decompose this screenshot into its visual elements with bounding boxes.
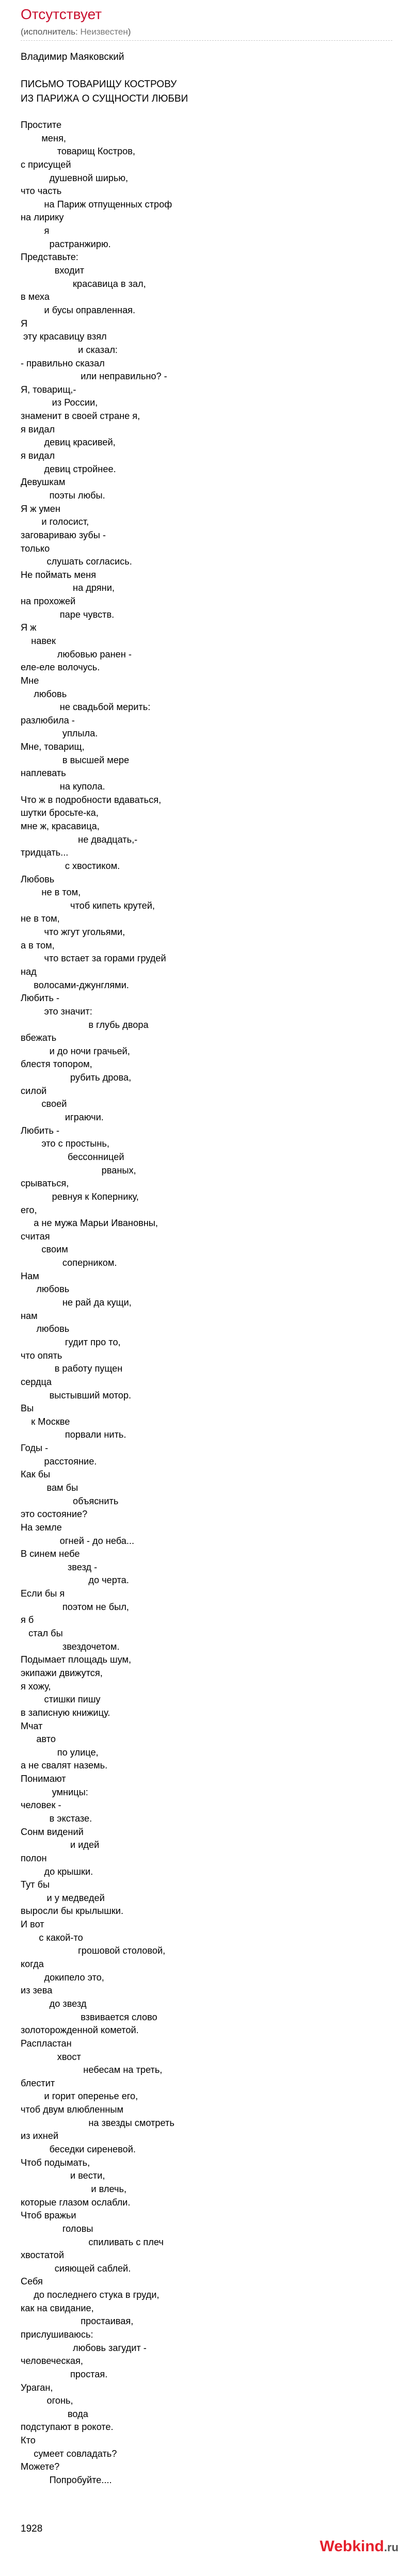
poem-line: девиц стройнее.: [21, 463, 116, 474]
poem-line: не свадьбой мерить:: [21, 702, 151, 713]
poem-line: соперником.: [21, 1258, 117, 1268]
poem-line: гудит про то,: [21, 1337, 121, 1347]
poem-line: и у медведей: [21, 1892, 105, 1903]
poem-line: небесам на треть,: [21, 2065, 163, 2075]
poem-line: экипажи движутся,: [21, 1667, 103, 1678]
poem-line: это состояние?: [21, 1509, 88, 1520]
poem-line: до последнего стука в груди,: [21, 2290, 160, 2300]
poem-line: Тут бы: [21, 1879, 50, 1890]
poem-line: Я ж умен: [21, 503, 60, 514]
poem-line: Девушкам: [21, 477, 66, 488]
poem-line: и голосист,: [21, 517, 89, 527]
poem-line: хвостатой: [21, 2250, 65, 2261]
poem-line: по улице,: [21, 1747, 99, 1758]
poem-line: девиц красивей,: [21, 437, 116, 448]
poem-line: что опять: [21, 1350, 62, 1361]
author-name: Владимир Маяковский: [21, 52, 124, 62]
poem-line: Я: [21, 318, 28, 329]
poem-line: в меха: [21, 292, 50, 302]
poem-line: не в том,: [21, 913, 60, 924]
poem-line: душевной ширью,: [21, 172, 129, 183]
poem-line: Годы -: [21, 1443, 49, 1454]
poem-line: не двадцать,-: [21, 834, 138, 845]
poem-line: блестит: [21, 2078, 55, 2088]
poem-line: что жгут угольями,: [21, 927, 125, 938]
poem-line: навек: [21, 635, 56, 646]
poem-line: а в том,: [21, 940, 55, 951]
poem-line: простая.: [21, 2369, 108, 2379]
poem-line: я видал: [21, 424, 55, 434]
poem-line: Как бы: [21, 1469, 51, 1480]
poem-line: Мне, товарищ,: [21, 742, 85, 752]
poem-line: спиливать с плеч: [21, 2236, 164, 2247]
poem-line: чтоб кипеть крутей,: [21, 900, 155, 911]
poem-line: играючи.: [21, 1112, 104, 1123]
poem-line: это значит:: [21, 1006, 92, 1017]
poem-line: порвали нить.: [21, 1429, 126, 1440]
poem-line: полон: [21, 1853, 47, 1863]
poem-line: человек -: [21, 1800, 61, 1811]
poem-line: с присущей: [21, 159, 71, 170]
poem-line: простаивая,: [21, 2316, 134, 2327]
poem-line: тридцать...: [21, 847, 69, 858]
poem-line: и горит оперенье его,: [21, 2091, 138, 2102]
poem-line: Нам: [21, 1270, 39, 1281]
poem-line: силой: [21, 1085, 47, 1096]
poem-line: Понимают: [21, 1774, 66, 1784]
poem-line: Я, товарищ,-: [21, 384, 76, 395]
poem-line: золоторожденной кометой.: [21, 2025, 139, 2036]
poem-line: разлюбила -: [21, 715, 75, 726]
poem-line: в экстазе.: [21, 1813, 92, 1824]
poem-line: до крышки.: [21, 1866, 93, 1877]
poem-line: не в том,: [21, 887, 81, 898]
poem-line: из зева: [21, 1985, 53, 1996]
poem-line: выросли бы крылышки.: [21, 1906, 124, 1917]
poem-line: Простите: [21, 120, 62, 130]
poem-line: беседки сиреневой.: [21, 2144, 136, 2155]
poem-year: 1928: [21, 2523, 43, 2534]
poem-line: - правильно сказал: [21, 358, 105, 368]
performer-link[interactable]: Неизвестен: [80, 27, 128, 37]
poem-line: своей: [21, 1099, 67, 1109]
poem-line: Представьте:: [21, 252, 78, 263]
header-divider: [21, 40, 392, 41]
poem-line: уплыла.: [21, 728, 98, 739]
poem-line: наплевать: [21, 768, 66, 779]
poem-line: Чтоб подымать,: [21, 2157, 90, 2168]
poem-line: звезд -: [21, 1561, 98, 1572]
poem-line: подступают в рокоте.: [21, 2422, 114, 2433]
poem-line: И вот: [21, 1919, 44, 1930]
poem-line: слушать согласись.: [21, 556, 132, 567]
poem-line: на звезды смотреть: [21, 2117, 174, 2128]
poem-line: эту красавицу взял: [21, 331, 107, 342]
performer-line: [21, 27, 131, 37]
poem-line: сияющей саблей.: [21, 2263, 131, 2274]
poem-line: Попробуйте....: [21, 2475, 112, 2486]
poem-line: а не свалят наземь.: [21, 1760, 108, 1771]
poem-line: и влечь,: [21, 2183, 127, 2194]
poem-line: в высшей мере: [21, 754, 130, 765]
poem-line: входит: [21, 265, 85, 276]
poem-line: я: [21, 226, 50, 236]
poem-line: поэтом не был,: [21, 1601, 129, 1612]
poem-line: заговариваю зубы -: [21, 529, 106, 540]
poem-line: что часть: [21, 186, 62, 197]
poem-line: и бусы оправленная.: [21, 304, 136, 315]
poem-line: Вы: [21, 1403, 34, 1414]
poem-line: Мне: [21, 675, 39, 686]
poem-line: вам бы: [21, 1482, 78, 1493]
poem-line: Не поймать меня: [21, 569, 97, 580]
poem-line: в работу пущен: [21, 1363, 123, 1374]
song-title: Отсутствует: [21, 6, 102, 22]
poem-line: ревнуя к Копернику,: [21, 1191, 139, 1202]
poem-line: Сонм видений: [21, 1826, 84, 1837]
poem-line: Чтоб вражьи: [21, 2210, 76, 2221]
poem-line: грошовой столовой,: [21, 1945, 166, 1956]
poem-line: своим: [21, 1244, 68, 1255]
poem-line: Если бы я: [21, 1588, 65, 1599]
poem-line: красавица в зал,: [21, 278, 146, 289]
poem-line: Можете?: [21, 2461, 60, 2472]
poem-title-line: ПИСЬМО ТОВАРИЩУ КОСТРОВУ: [21, 79, 177, 90]
poem-line: любовью ранен -: [21, 649, 132, 659]
poem-line: сердца: [21, 1376, 52, 1387]
poem-line: хвост: [21, 2051, 81, 2062]
poem-line: нам: [21, 1310, 38, 1321]
poem-line: с хвостиком.: [21, 860, 120, 871]
poem-line: паре чувств.: [21, 609, 115, 620]
poem-line: Любовь: [21, 874, 55, 884]
poem-line: которые глазом ослабли.: [21, 2197, 131, 2208]
poem-line: и идей: [21, 1840, 100, 1850]
poem-line: умницы:: [21, 1786, 88, 1797]
poem-line: огней - до неба...: [21, 1535, 135, 1546]
poem-line: еле-еле волочусь.: [21, 662, 100, 673]
poem-line: человеческая,: [21, 2356, 83, 2366]
poem-line: меня,: [21, 133, 66, 143]
poem-line: в записную книжицу.: [21, 1707, 110, 1718]
poem-line: товарищ Костров,: [21, 146, 135, 157]
poem-line: его,: [21, 1204, 37, 1215]
poem-line: до звезд: [21, 1998, 87, 2009]
poem-line: волосами-джунглями.: [21, 979, 129, 990]
poem-line: и вести,: [21, 2170, 105, 2181]
webkind-logo[interactable]: [320, 2538, 399, 2555]
poem-line: срываться,: [21, 1178, 69, 1189]
poem-line: на прохожей: [21, 596, 76, 607]
poem-line: с какой-то: [21, 1932, 83, 1943]
poem-line: в глубь двора: [21, 1019, 149, 1030]
performer-prefix: (исполнитель:: [21, 27, 81, 37]
poem-line: стал бы: [21, 1628, 63, 1639]
poem-line: и сказал:: [21, 344, 118, 355]
poem-line: В синем небе: [21, 1549, 80, 1559]
poem-line: что встает за горами грудей: [21, 953, 166, 964]
poem-line: не рай да кущи,: [21, 1297, 132, 1308]
poem-line: и до ночи грачьей,: [21, 1045, 130, 1056]
poem-line: я хожу,: [21, 1681, 51, 1692]
poem-line: вода: [21, 2408, 88, 2419]
poem-line: Себя: [21, 2276, 43, 2287]
poem-line: Распластан: [21, 2038, 72, 2049]
poem-line: звездочетом.: [21, 1641, 120, 1652]
poem-line: я видал: [21, 450, 55, 461]
poem-line: головы: [21, 2223, 93, 2234]
poem-line: сумеет совладать?: [21, 2448, 117, 2459]
poem-line: к Москве: [21, 1416, 70, 1427]
poem-line: на дряни,: [21, 583, 115, 593]
poem-line: бессонницей: [21, 1151, 124, 1162]
performer-suffix: ): [128, 27, 131, 37]
poem-line: докипело это,: [21, 1972, 104, 1983]
poem-line: Мчат: [21, 1720, 43, 1731]
poem-line: расстояние.: [21, 1456, 97, 1467]
poem-line: стишки пишу: [21, 1694, 101, 1705]
poem-line: а не мужа Марьи Ивановны,: [21, 1218, 158, 1229]
poem-line: рубить дрова,: [21, 1072, 132, 1083]
poem-line: На земле: [21, 1522, 62, 1533]
poem-line: вбежать: [21, 1033, 57, 1043]
poem-line: или неправильно? -: [21, 371, 167, 382]
poem-line: когда: [21, 1959, 44, 1970]
poem-line: выстывший мотор.: [21, 1390, 132, 1400]
poem-line: из ихней: [21, 2131, 59, 2142]
poem-line: объяснить: [21, 1495, 119, 1506]
poem-body: [21, 119, 392, 2487]
poem-line: мне ж, красавица,: [21, 820, 100, 831]
logo-main: Webkind: [320, 2538, 384, 2555]
poem-title: [21, 77, 188, 106]
poem-line: Подымает площадь шум,: [21, 1654, 132, 1665]
poem-line: прислушиваюсь:: [21, 2329, 93, 2340]
poem-line: любовь: [21, 1324, 70, 1334]
poem-line: знаменит в своей стране я,: [21, 411, 140, 422]
poem-line: чтоб двум влюбленным: [21, 2104, 123, 2115]
poem-line: я б: [21, 1615, 34, 1625]
poem-line: Кто: [21, 2435, 36, 2446]
poem-line: Любить -: [21, 993, 60, 1004]
poem-line: из России,: [21, 397, 98, 408]
poem-line: Любить -: [21, 1125, 60, 1136]
poem-line: любовь загудит -: [21, 2342, 147, 2353]
poem-line: только: [21, 543, 50, 554]
poem-line: поэты любы.: [21, 490, 105, 501]
poem-line: над: [21, 967, 37, 977]
poem-line: как на свидание,: [21, 2303, 94, 2313]
logo-tld: .ru: [384, 2541, 399, 2554]
poem-line: на купола.: [21, 781, 105, 792]
poem-line: Ураган,: [21, 2382, 53, 2393]
poem-line: огонь,: [21, 2395, 73, 2406]
poem-line: блестя топором,: [21, 1059, 92, 1070]
poem-line: это с простынь,: [21, 1138, 109, 1149]
poem-line: растранжирю.: [21, 238, 111, 249]
poem-line: Я ж: [21, 622, 37, 633]
poem-line: взвивается слово: [21, 2011, 157, 2022]
poem-line: шутки бросьте-ка,: [21, 808, 99, 818]
poem-line: до черта.: [21, 1575, 129, 1586]
poem-line: на лирику: [21, 212, 64, 223]
poem-title-line: ИЗ ПАРИЖА О СУЩНОСТИ ЛЮБВИ: [21, 93, 188, 104]
poem-line: считая: [21, 1231, 50, 1242]
poem-line: любовь: [21, 1284, 70, 1295]
poem-line: рваных,: [21, 1165, 136, 1176]
poem-line: на Париж отпущенных строф: [21, 199, 172, 210]
poem-line: авто: [21, 1734, 56, 1745]
poem-line: Что ж в подробности вдаваться,: [21, 794, 162, 805]
poem-line: любовь: [21, 688, 67, 699]
